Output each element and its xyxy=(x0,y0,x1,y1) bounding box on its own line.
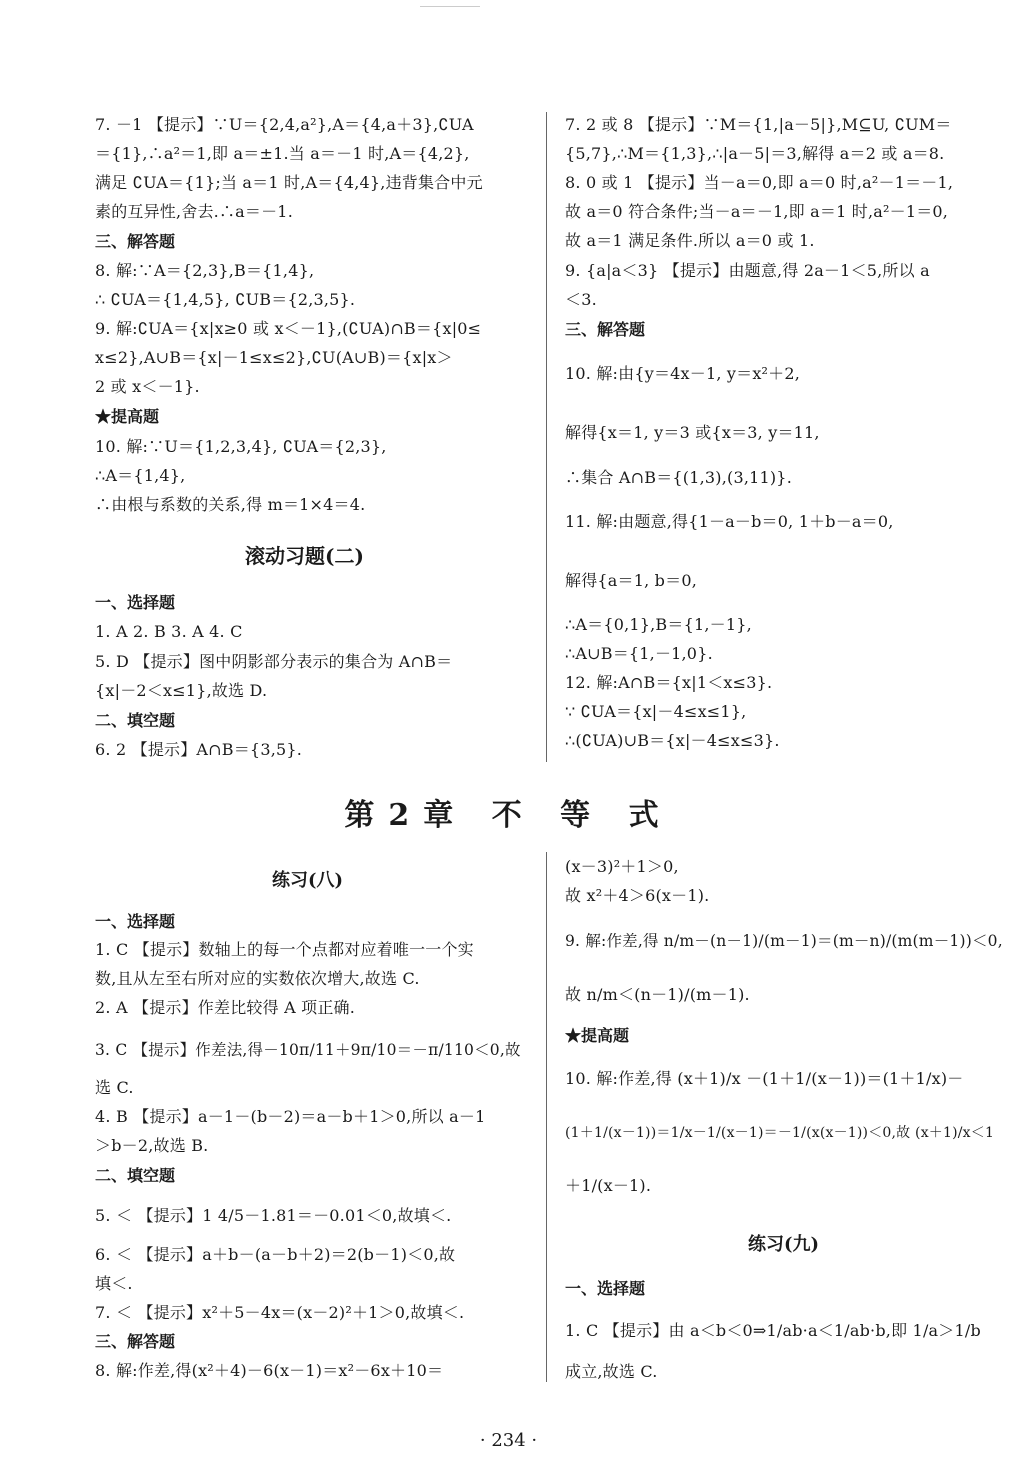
text-line: {5,7},∴M＝{1,3},∴|a－5|＝3,解得 a＝2 或 a＝8. xyxy=(565,144,945,163)
text-line: 5. ＜ 【提示】1 4/5－1.81＝－0.01＜0,故填＜. xyxy=(95,1206,452,1225)
text-line: 8. 解:作差,得(x²＋4)－6(x－1)＝x²－6x＋10＝ xyxy=(95,1361,444,1380)
text-line: x≤2},A∪B＝{x|－1≤x≤2},∁U(A∪B)＝{x|x＞ xyxy=(95,348,453,367)
text-line: 7. －1 【提示】∵U＝{2,4,a²},A＝{4,a＋3},∁UA xyxy=(95,115,474,134)
text-line: 7. ＜ 【提示】x²＋5－4x＝(x－2)²＋1＞0,故填＜. xyxy=(95,1303,465,1322)
text-line: 成立,故选 C. xyxy=(565,1362,658,1381)
text-line: ∴ ∁UA＝{1,4,5}, ∁UB＝{2,3,5}. xyxy=(95,290,356,309)
text-line: 10. 解:由{y＝4x－1, y＝x²＋2, xyxy=(565,364,801,383)
text-line: 10. 解:∵U＝{1,2,3,4}, ∁UA＝{2,3}, xyxy=(95,437,387,456)
text-line: 11. 解:由题意,得{1－a－b＝0, 1＋b－a＝0, xyxy=(565,512,894,531)
section-heading: 一、选择题 xyxy=(95,593,176,612)
text-line: ∵ ∁UA＝{x|－4≤x≤1}, xyxy=(565,702,747,721)
text-line: ∴(∁UA)∪B＝{x|－4≤x≤3}. xyxy=(565,731,780,750)
text-line: 故 x²＋4＞6(x－1). xyxy=(565,886,710,905)
text-line: ＞b－2,故选 B. xyxy=(95,1136,209,1155)
text-line: 故 n/m＜(n－1)/(m－1). xyxy=(565,985,750,1004)
text-line: ∴A＝{0,1},B＝{1,－1}, xyxy=(565,615,752,634)
text-line: ∴A＝{1,4}, xyxy=(95,466,186,485)
text-line: 素的互异性,舍去.∴a＝－1. xyxy=(95,202,293,221)
text-line: 解得{a＝1, b＝0, xyxy=(565,571,697,590)
section-heading: 一、选择题 xyxy=(95,912,176,931)
text-line: 解得{x＝1, y＝3 或{x＝3, y＝11, xyxy=(565,423,820,442)
section-heading: 三、解答题 xyxy=(95,1332,176,1351)
text-line: 9. {a|a＜3} 【提示】由题意,得 2a－1＜5,所以 a xyxy=(565,261,930,280)
page-number: · 234 · xyxy=(479,1430,538,1451)
text-line: 5. D 【提示】图中阴影部分表示的集合为 A∩B＝ xyxy=(95,652,453,671)
text-line: 9. 解:∁UA＝{x|x≥0 或 x＜－1},(∁UA)∩B＝{x|0≤ xyxy=(95,319,482,338)
section-heading: 三、解答题 xyxy=(95,232,176,251)
text-line: ∴由根与系数的关系,得 m＝1×4＝4. xyxy=(95,495,366,514)
text-line: {x|－2＜x≤1},故选 D. xyxy=(95,681,268,700)
text-line: 数,且从左至右所对应的实数依次增大,故选 C. xyxy=(95,969,420,988)
text-line: 2. A 【提示】作差比较得 A 项正确. xyxy=(95,998,356,1017)
text-line: 满足 ∁UA＝{1};当 a＝1 时,A＝{4,4},违背集合中元 xyxy=(95,173,483,192)
section-heading: ★提高题 xyxy=(565,1026,630,1045)
text-line: 4. B 【提示】a－1－(b－2)＝a－b＋1＞0,所以 a－1 xyxy=(95,1107,486,1126)
section-title: 练习(九) xyxy=(748,1234,820,1255)
text-line: 6. 2 【提示】A∩B＝{3,5}. xyxy=(95,740,303,759)
text-line: ＜3. xyxy=(565,290,597,309)
column-divider xyxy=(546,112,547,762)
text-line: (1＋1/(x－1))＝1/x－1/(x－1)＝－1/(x(x－1))＜0,故 (x＋1)/x＜1 xyxy=(565,1125,995,1141)
text-line: (x－3)²＋1＞0, xyxy=(565,857,679,876)
scan-mark xyxy=(420,6,480,7)
text-line: 12. 解:A∩B＝{x|1＜x≤3}. xyxy=(565,673,773,692)
text-line: 8. 0 或 1 【提示】当－a＝0,即 a＝0 时,a²－1＝－1, xyxy=(565,173,954,192)
text-line: ＋1/(x－1). xyxy=(565,1176,652,1195)
text-line: 6. ＜ 【提示】a＋b－(a－b＋2)＝2(b－1)＜0,故 xyxy=(95,1245,456,1264)
chapter-title: 第2章 不 等 式 xyxy=(344,798,673,833)
text-line: 选 C. xyxy=(95,1078,134,1097)
text-line: 7. 2 或 8 【提示】∵M＝{1,|a－5|},M⊆U, ∁UM＝ xyxy=(565,115,952,134)
text-line: 填＜. xyxy=(95,1274,133,1293)
column-divider xyxy=(546,852,547,1382)
text-line: ∴A∪B＝{1,－1,0}. xyxy=(565,644,713,663)
text-line: 8. 解:∵A＝{2,3},B＝{1,4}, xyxy=(95,261,315,280)
text-line: 9. 解:作差,得 n/m－(n－1)/(m－1)＝(m－n)/(m(m－1))＜0, xyxy=(565,932,1003,950)
text-line: 2 或 x＜－1}. xyxy=(95,377,200,396)
section-heading: 三、解答题 xyxy=(565,320,646,339)
text-line: 1. C 【提示】由 a＜b＜0⇒1/ab·a＜1/ab·b,即 1/a＞1/b xyxy=(565,1321,981,1340)
text-line: 故 a＝0 符合条件;当－a＝－1,即 a＝1 时,a²－1＝0, xyxy=(565,202,949,221)
text-line: 3. C 【提示】作差法,得－10π/11＋9π/10＝－π/110＜0,故 xyxy=(95,1041,521,1059)
text-line: 10. 解:作差,得 (x＋1)/x －(1＋1/(x－1))＝(1＋1/x)－ xyxy=(565,1069,964,1088)
text-line: 1. A 2. B 3. A 4. C xyxy=(95,622,243,641)
section-heading: 二、填空题 xyxy=(95,711,176,730)
text-line: 故 a＝1 满足条件.所以 a＝0 或 1. xyxy=(565,231,815,250)
text-line: 1. C 【提示】数轴上的每一个点都对应着唯一一个实 xyxy=(95,940,474,959)
section-heading: 二、填空题 xyxy=(95,1166,176,1185)
text-line: ＝{1},∴a²＝1,即 a＝±1.当 a＝－1 时,A＝{4,2}, xyxy=(95,144,470,163)
section-heading: 一、选择题 xyxy=(565,1279,646,1298)
section-title: 练习(八) xyxy=(272,870,344,891)
text-line: ∴集合 A∩B＝{(1,3),(3,11)}. xyxy=(565,468,792,487)
section-heading: ★提高题 xyxy=(95,407,160,426)
section-title: 滚动习题(二) xyxy=(245,544,364,568)
